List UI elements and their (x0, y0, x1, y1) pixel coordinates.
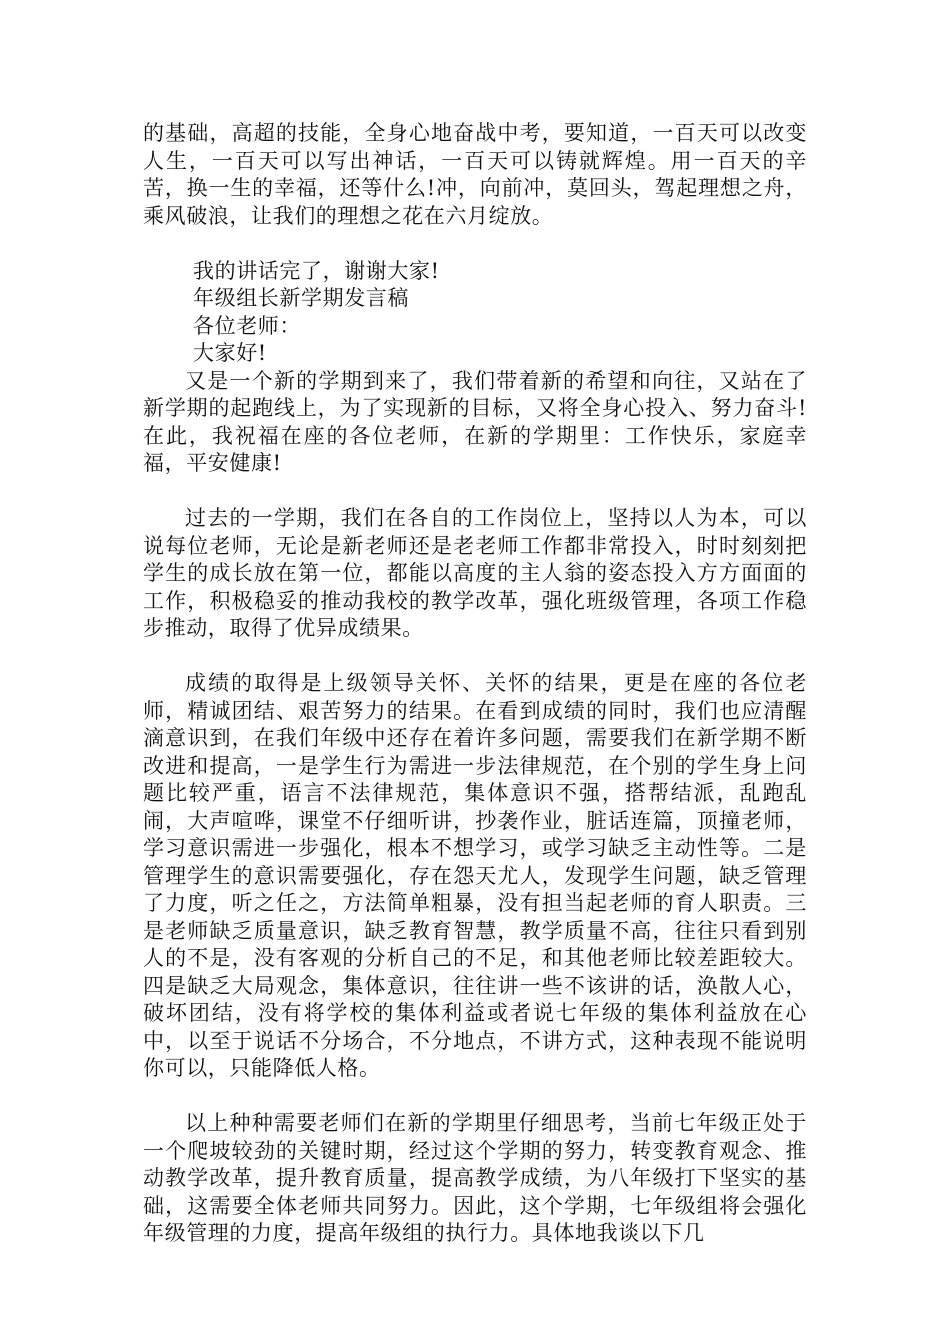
paragraph-new-semester: 又是一个新的学期到来了，我们带着新的希望和向往，又站在了新学期的起跑线上，为了实现新的目标，又将全身心投入、努力奋斗!在此，我祝福在座的各位老师，在新的学期里：工作快乐，家庭幸福，平安健康! (143, 368, 807, 475)
paragraph-problems: 成绩的取得是上级领导关怀、关怀的结果，更是在座的各位老师，精诚团结、艰苦努力的结果。在看到成绩的同时，我们也应清醒滴意识到，在我们年级中还存在着许多问题，需要我们在新学期不断改进和提高，一是学生行为需进一步法律规范，在个别的学生身上问题比较严重，语言不法律规范，集体意识不强，搭帮结派，乱跑乱闹，大声喧哗，课堂不仔细听讲，抄袭作业，脏话连篇，顶撞老师，学习意识需进一步强化，根本不想学习，或学习缺乏主动性等。二是管理学生的意识需要强化，存在怨天尤人，发现学生问题，缺乏管理了力度，听之任之，方法简单粗暴，没有担当起老师的育人职责。三是老师缺乏质量意识，缺乏教育智慧，教学质量不高，往往只看到别人的不是，没有客观的分析自己的不足，和其他老师比较差距较大。四是缺乏大局观念，集体意识，往往讲一些不该讲的话，涣散人心，破坏团结，没有将学校的集体利益或者说七年级的集体利益放在心中，以至于说话不分场合，不分地点，不讲方式，这种表现不能说明你可以，只能降低人格。 (143, 671, 807, 1080)
speech-end-line: 我的讲话完了，谢谢大家! (193, 258, 440, 283)
paragraph-closing-exhortation: 的基础，高超的技能，全身心地奋战中考，要知道，一百天可以改变人生，一百天可以写出神话，一百天可以铸就辉煌。用一百天的辛苦，换一生的幸福，还等什么!冲，向前冲，莫回头，驾起理想之舟，乘风破浪，让我们的理想之花在六月绽放。 (143, 121, 807, 228)
document-page (143, 120, 807, 1275)
document-title: 年级组长新学期发言稿 (193, 286, 409, 310)
paragraph-past-semester: 过去的一学期，我们在各自的工作岗位上，坚持以人为本，可以说每位老师，无论是新老师还是老老师工作都非常投入，时时刻刻把学生的成长放在第一位，都能以高度的主人翁的姿态投入方方面面的工作，积极稳妥的推动我校的教学改革，强化班级管理，各项工作稳步推动，取得了优异成绩果。 (143, 506, 807, 640)
paragraph-plans: 以上种种需要老师们在新的学期里仔细思考，当前七年级正处于一个爬坡较劲的关键时期，经过这个学期的努力，转变教育观念、推动教学改革，提升教育质量，提高教学成绩，为八年级打下坚实的基础，这需要全体老师共同努力。因此，这个学期，七年级组将会强化年级管理的力度，提高年级组的执行力。具体地我谈以下几 (143, 1111, 807, 1245)
greeting: 大家好! (193, 341, 267, 365)
salutation: 各位老师： (193, 313, 301, 338)
